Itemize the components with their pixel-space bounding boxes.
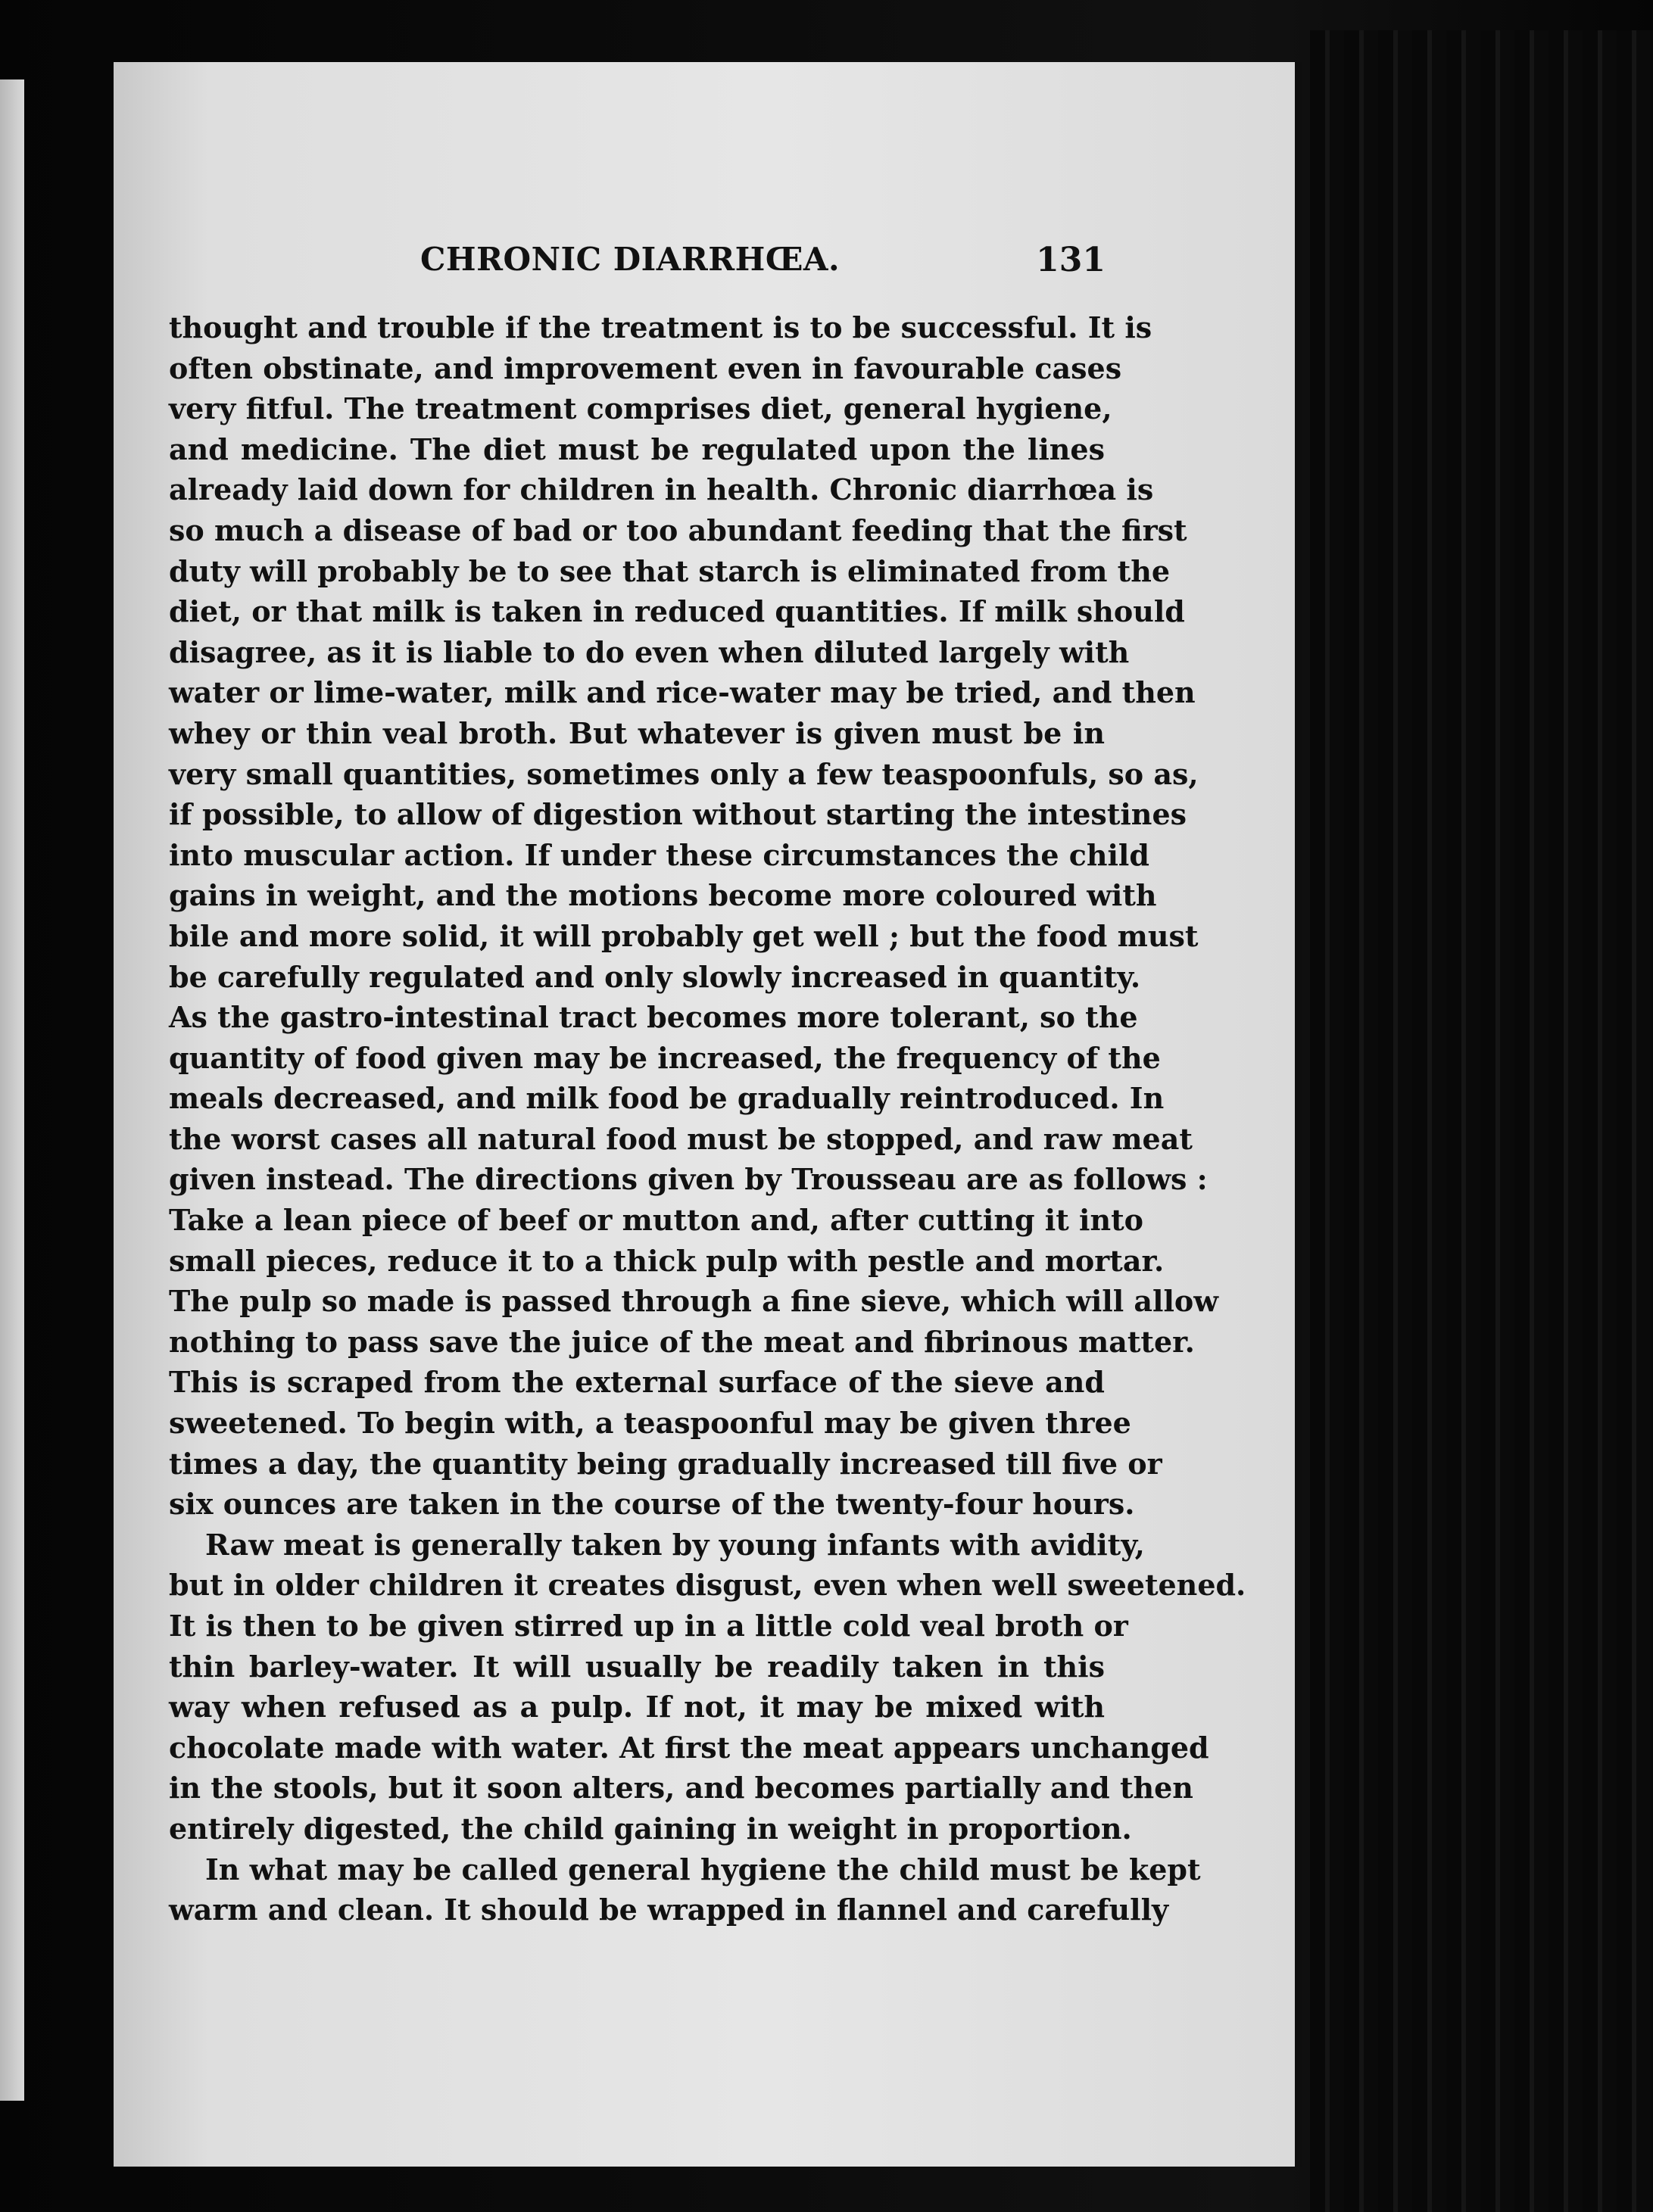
- text-line: Raw meat is generally taken by young infants with avidity,: [205, 1527, 1145, 1562]
- text-line: whey or thin veal broth. But whatever is given must be in: [169, 715, 1105, 750]
- text-line: The pulp so made is passed through a fine sieve, which will allow: [169, 1284, 1218, 1319]
- text-line: so much a disease of bad or too abundant feeding that the first: [169, 512, 1187, 547]
- dark-margin-strip: [1310, 30, 1653, 2212]
- text-line: This is scraped from the external surface of the sieve and: [169, 1365, 1105, 1400]
- text-line: the worst cases all natural food must be stopped, and raw meat: [169, 1121, 1193, 1156]
- text-line: meals decreased, and milk food be gradually reintroduced. In: [169, 1081, 1165, 1116]
- body-text: [169, 307, 1246, 1930]
- text-line: if possible, to allow of digestion without starting the intestines: [169, 797, 1187, 832]
- text-line: duty will probably be to see that starch is eliminated from the: [169, 553, 1171, 588]
- text-line: It is then to be given stirred up in a little cold veal broth or: [169, 1609, 1128, 1643]
- text-line: disagree, as it is liable to do even when diluted largely with: [169, 634, 1130, 669]
- text-line: quantity of food given may be increased, the frequency of the: [169, 1040, 1161, 1075]
- text-line: bile and more solid, it will probably get well ; but the food must: [169, 918, 1199, 953]
- text-line: in the stools, but it soon alters, and becomes partially and then: [169, 1771, 1193, 1805]
- text-line: nothing to pass save the juice of the meat and fibrinous matter.: [169, 1324, 1195, 1359]
- text-line: very fitful. The treatment comprises diet, general hygiene,: [169, 391, 1112, 426]
- text-line: way when refused as a pulp. If not, it may be mixed with: [169, 1690, 1105, 1724]
- running-head: [167, 241, 1106, 286]
- text-line: very small quantities, sometimes only a few teaspoonfuls, so as,: [169, 756, 1199, 791]
- text-line: thin barley-water. It will usually be readily taken in this: [169, 1649, 1105, 1684]
- left-facing-page-edge: [0, 79, 24, 2101]
- text-line: thought and trouble if the treatment is to be successful. It is: [169, 310, 1152, 344]
- text-line: Take a lean piece of beef or mutton and, after cutting it into: [169, 1203, 1143, 1238]
- text-line: and medicine. The diet must be regulated upon the lines: [169, 431, 1105, 466]
- text-line: small pieces, reduce it to a thick pulp with pestle and mortar.: [169, 1243, 1165, 1278]
- text-line: warm and clean. It should be wrapped in flannel and carefully: [169, 1893, 1169, 1927]
- text-line: already laid down for children in health. Chronic diarrhœa is: [169, 472, 1154, 507]
- text-line: often obstinate, and improvement even in favourable cases: [169, 350, 1122, 385]
- text-line: six ounces are taken in the course of the twenty-four hours.: [169, 1487, 1135, 1522]
- text-line: diet, or that milk is taken in reduced quantities. If milk should: [169, 594, 1185, 629]
- text-line: be carefully regulated and only slowly increased in quantity.: [169, 959, 1141, 994]
- text-line: As the gastro-intestinal tract becomes more tolerant, so the: [169, 1000, 1138, 1035]
- text-line: into muscular action. If under these circumstances the child: [169, 837, 1149, 872]
- text-line: sweetened. To begin with, a teaspoonful may be given three: [169, 1406, 1131, 1441]
- page-title: CHRONIC DIARRHŒA.: [420, 241, 841, 278]
- text-line: In what may be called general hygiene the child must be kept: [205, 1852, 1201, 1886]
- text-line: water or lime-water, milk and rice-water may be tried, and then: [169, 675, 1196, 710]
- page-number: 131: [1036, 241, 1106, 279]
- text-line: chocolate made with water. At first the meat appears unchanged: [169, 1730, 1209, 1765]
- text-line: given instead. The directions given by Trousseau are as follows :: [169, 1162, 1208, 1197]
- text-line: times a day, the quantity being gradually increased till five or: [169, 1446, 1162, 1481]
- text-line: entirely digested, the child gaining in weight in proportion.: [169, 1811, 1132, 1846]
- text-line: gains in weight, and the motions become more coloured with: [169, 878, 1157, 913]
- text-line: but in older children it creates disgust, even when well sweetened.: [169, 1568, 1246, 1603]
